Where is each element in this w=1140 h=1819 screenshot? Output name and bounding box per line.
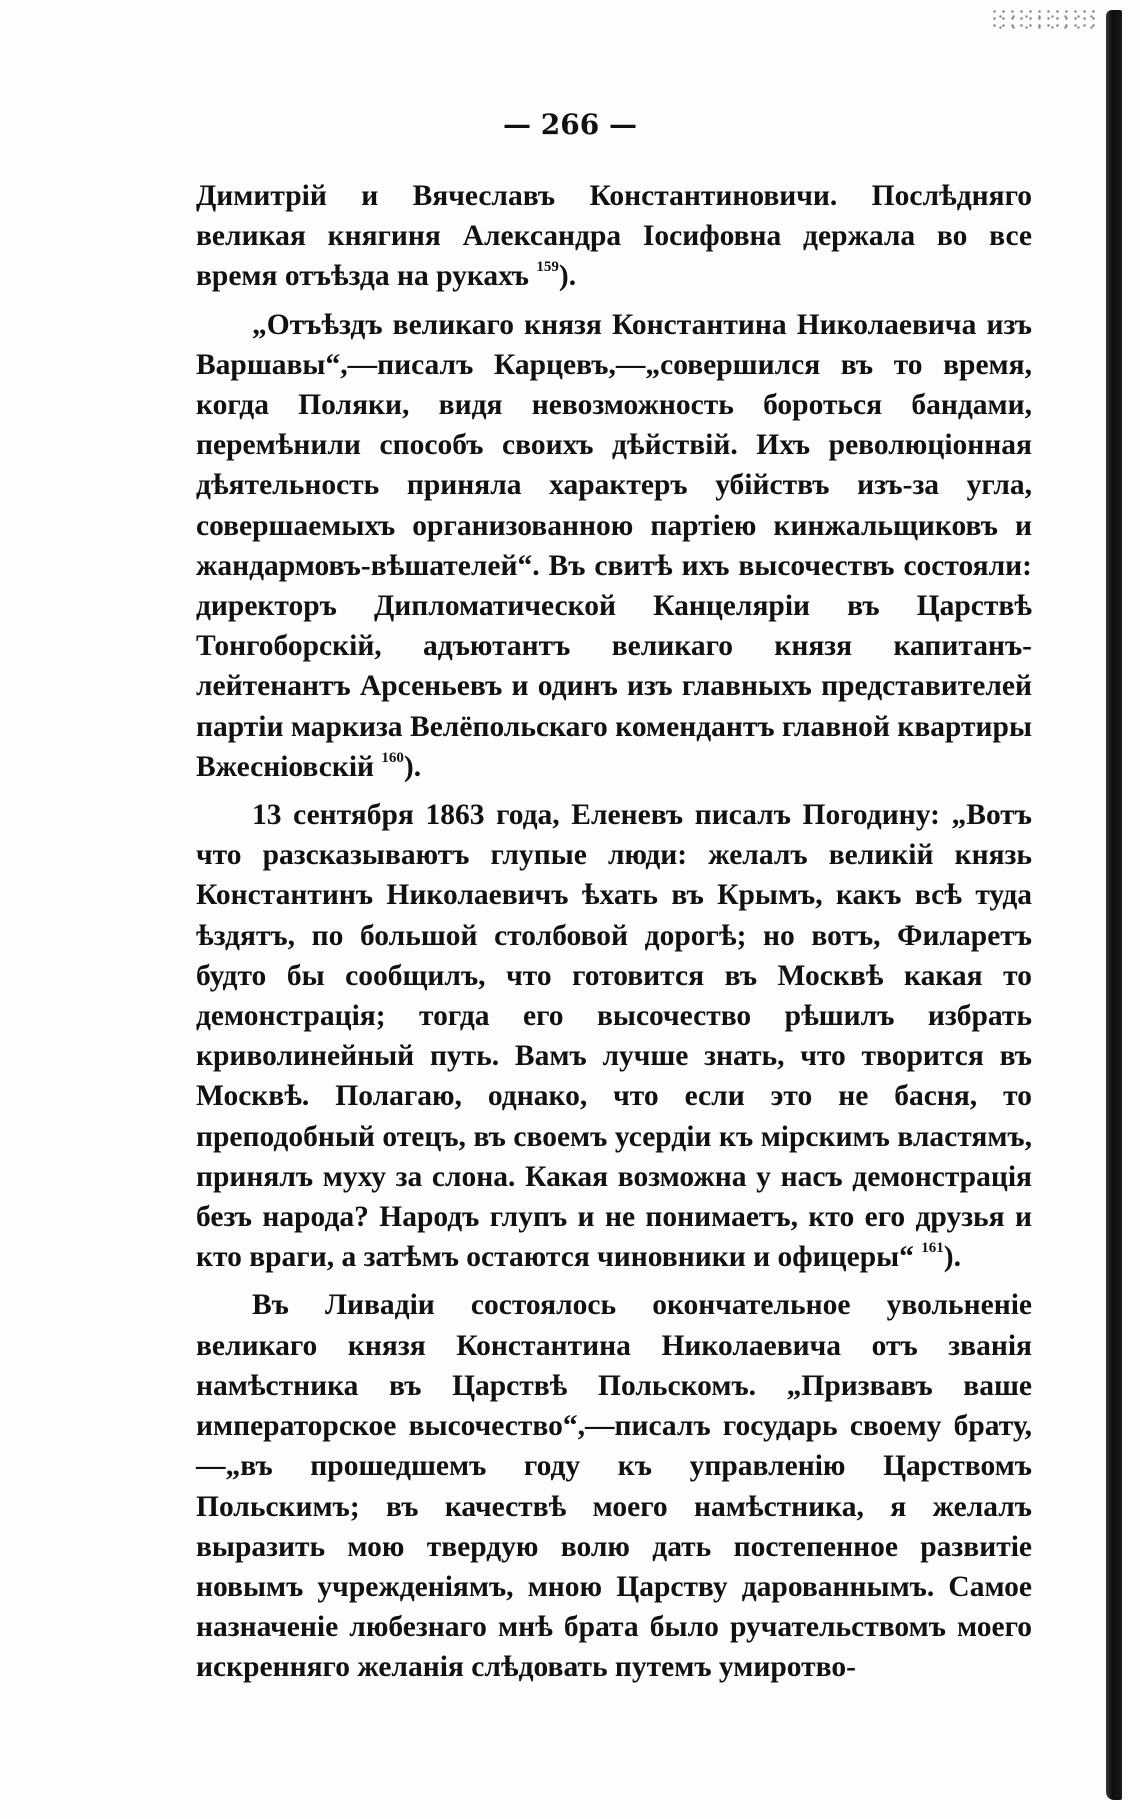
page-edge-shadow [1106, 10, 1122, 1800]
paragraph [196, 795, 1032, 1277]
text-segment: 13 сентября 1863 года, Еленевъ писалъ Погодину: „Вотъ что разсказываютъ глупые люди: желалъ великій князь Константинъ Николаевичъ ѣхать въ Крымъ, какъ всѣ туда ѣздятъ, по большой столбовой дорогѣ; но вотъ, Филаретъ будто бы сообщилъ, что готовится въ Москвѣ какая то демонстрація; тогда его высочество рѣшилъ избрать криволинейный путь. Вамъ лучше знать, что творится въ Москвѣ. Полагаю, однако, что если это не басня, то преподобный отецъ, въ своемъ усердіи къ мірскимъ властямъ, принялъ муху за слона. Какая возможна у насъ демонстрація безъ народа? Народъ глупъ и не понимаетъ, кто его друзья и кто враги, а затѣмъ остаются чиновники и офицеры“ [196, 799, 1032, 1274]
text-segment: ). [943, 1241, 961, 1274]
text-segment: Въ Ливадіи состоялось окончательное увольненіе великаго князя Константина Николаевича отъ званія намѣстника въ Царствѣ Польскомъ. „Призвавъ ваше императорское высочество“,—писалъ государь своему брату,—„въ прошедшемъ году къ управленію Царствомъ Польскимъ; въ качествѣ моего намѣстника, я желалъ выразить мою твердую волю дать постепенное развитіе новымъ учрежденіямъ, мною Царству дарованнымъ. Самое назначеніе любезнаго мнѣ брата было ручательствомъ моего искренняго желанія слѣдовать путемъ умиротво- [196, 1289, 1032, 1684]
paragraph [196, 1285, 1032, 1687]
paragraph [196, 176, 1032, 297]
page-number: — 266 — [503, 108, 637, 141]
text-segment: Димитрій и Вячеславъ Константиновичи. Послѣдняго великая княгиня Александра Іосифовна держала во все время отъѣзда на рукахъ [196, 180, 1032, 293]
footnote-ref: 160 [381, 749, 404, 766]
paragraph [196, 305, 1032, 787]
footnote-ref: 159 [536, 259, 559, 276]
text-segment: ). [403, 750, 422, 783]
text-segment: ). [558, 260, 577, 293]
body-text [196, 176, 1032, 1696]
text-segment: „Отъѣздъ великаго князя Константина Николаевича изъ Варшавы“,—писалъ Карцевъ,—„совершился въ то время, когда Поляки, видя невозможность бороться бандами, перемѣнили способъ своихъ дѣйствій. Ихъ революціонная дѣятельность приняла характеръ убійствъ изъ-за угла, совершаемыхъ организованною партіею кинжальщиковъ и жандармовъ-вѣшателей“. Въ свитѣ ихъ высочествъ состояли: директоръ Дипломатической Канцеляріи въ Царствѣ Тонгоборскій, адъютантъ великаго князя капитанъ-лейтенантъ Арсеньевъ и одинъ изъ главныхъ представителей партіи маркиза Велёпольскаго комендантъ главной квартиры Вжесніовскій [196, 308, 1032, 783]
page-edge-specks [990, 8, 1100, 30]
footnote-ref: 161 [921, 1240, 944, 1257]
